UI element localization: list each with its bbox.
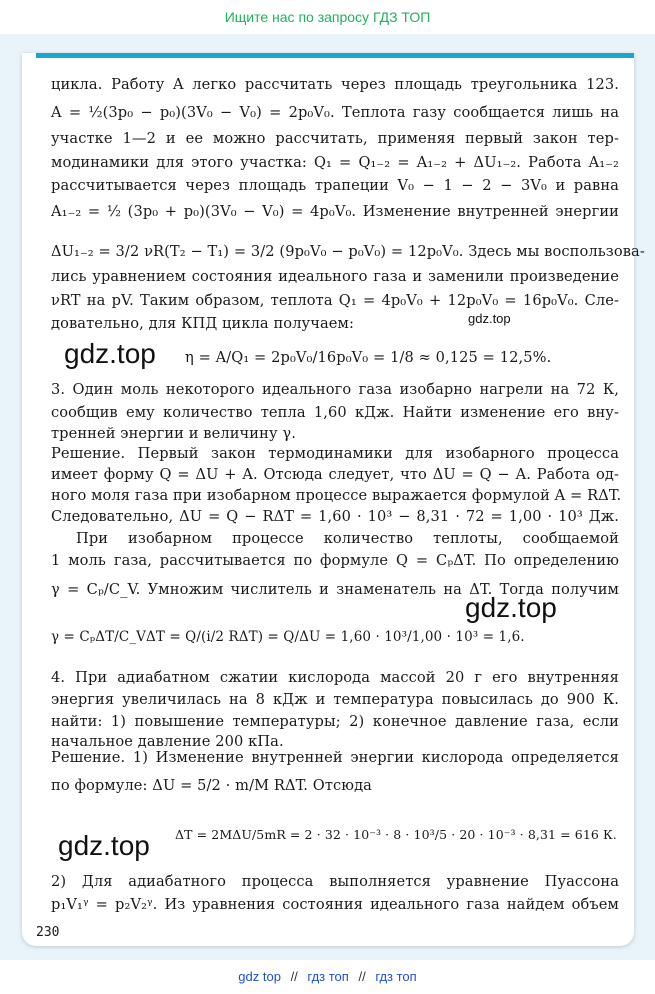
text-line: довательно, для КПД цикла получаем: [51, 315, 354, 332]
footer-separator: // [290, 969, 298, 984]
solution-line: Решение. Первый закон термодинамики для изобарного процесса [51, 445, 619, 462]
text-line: νRT на pV. Таким образом, теплота Q₁ = 4p₀V₀ + 12p₀V₀ = 16p₀V₀. Сле- [51, 292, 619, 309]
bottom-banner [0, 960, 655, 994]
problem-4-line: 4. При адиабатном сжатии кислорода массой 20 г его внутренняя [51, 669, 619, 686]
problem-3-line: тренней энергии и величину γ. [51, 425, 296, 442]
solution-line: Решение. 1) Изменение внутренней энергии кислорода определяется [51, 749, 619, 766]
problem-4-line: начальное давление 200 кПа. [51, 733, 284, 750]
problem-4-line: найти: 1) повышение температуры; 2) конечное давление газа, если [51, 713, 619, 730]
watermark: gdz.top [468, 311, 511, 326]
footer-separator: // [358, 969, 366, 984]
formula-efficiency: η = A/Q₁ = 2p₀V₀/16p₀V₀ = 1/8 ≈ 0,125 = 12,5%. [185, 349, 552, 366]
watermark: gdz.top [465, 592, 557, 623]
page-top-accent-bar [36, 53, 634, 58]
footer-link[interactable]: гдз топ [307, 969, 349, 984]
solution-line: Следовательно, ΔU = Q − RΔT = 1,60 · 10³ − 8,31 · 72 = 1,00 · 10³ Дж. [51, 508, 619, 525]
formula-delta-t: ΔT = 2MΔU/5mR = 2 · 32 · 10⁻³ · 8 · 10³/5 · 20 · 10⁻³ · 8,31 = 616 К. [175, 827, 617, 842]
footer-link[interactable]: гдз топ [375, 969, 417, 984]
solution-line: 2) Для адиабатного процесса выполняется уравнение Пуассона [51, 873, 619, 890]
text-line: ΔU₁₋₂ = 3/2 νR(T₂ − T₁) = 3/2 (9p₀V₀ − p₀V₀) = 12p₀V₀. Здесь мы воспользова- [51, 243, 645, 260]
solution-line: γ = Cₚ/C_V. Умножим числитель и знаменатель на ΔT. Тогда получим [51, 581, 619, 598]
text-line: цикла. Работу A легко рассчитать через площадь треугольника 123. [51, 76, 619, 93]
solution-line: 1 моль газа, рассчитывается по формуле Q = CₚΔT. По определению [51, 552, 619, 569]
solution-line: имеет форму Q = ΔU + A. Отсюда следует, что ΔU = Q − A. Работа од- [51, 466, 619, 483]
problem-3-line: 3. Один моль некоторого идеального газа изобарно нагрели на 72 К, [51, 381, 619, 398]
solution-line: p₁V₁ᵞ = p₂V₂ᵞ. Из уравнения состояния идеального газа найдем объем [51, 896, 619, 913]
text-line: A₁₋₂ = ½ (3p₀ + p₀)(3V₀ − V₀) = 4p₀V₀. Изменение внутренней энергии [51, 203, 619, 220]
text-line: модинамики для этого участка: Q₁ = Q₁₋₂ = A₁₋₂ + ΔU₁₋₂. Работа A₁₋₂ [51, 154, 619, 171]
watermark: gdz.top [64, 338, 156, 369]
text-line: участке 1—2 и ее можно рассчитать, применяя первый закон тер- [51, 130, 619, 147]
problem-3-line: сообщив ему количество тепла 1,60 кДж. Найти изменение его вну- [51, 404, 619, 421]
solution-line: При изобарном процессе количество теплоты, сообщаемой [76, 530, 619, 547]
text-line: рассчитывается через площадь трапеции V₀ − 1 − 2 − 3V₀ и равна [51, 177, 619, 194]
page-number: 230 [36, 925, 60, 940]
top-banner[interactable]: Ищите нас по запросу ГДЗ ТОП [224, 9, 431, 25]
watermark: gdz.top [58, 830, 150, 861]
problem-4-line: энергия увеличилась на 8 кДж и температура повысилась до 900 К. [51, 691, 619, 708]
formula-gamma: γ = CₚΔT/C_VΔT = Q/(i/2 RΔT) = Q/ΔU = 1,60 · 10³/1,00 · 10³ = 1,6. [51, 629, 525, 645]
text-line: A = ½(3p₀ − p₀)(3V₀ − V₀) = 2p₀V₀. Теплота газу сообщается лишь на [51, 104, 619, 121]
solution-line: ного моля газа при изобарном процессе выражается формулой A = RΔT. [51, 487, 622, 504]
solution-line: по формуле: ΔU = 5/2 · m/M RΔT. Отсюда [51, 777, 372, 794]
footer-link[interactable]: gdz top [238, 969, 281, 984]
text-line: лись уравнением состояния идеального газа и заменили произведение [51, 268, 619, 285]
